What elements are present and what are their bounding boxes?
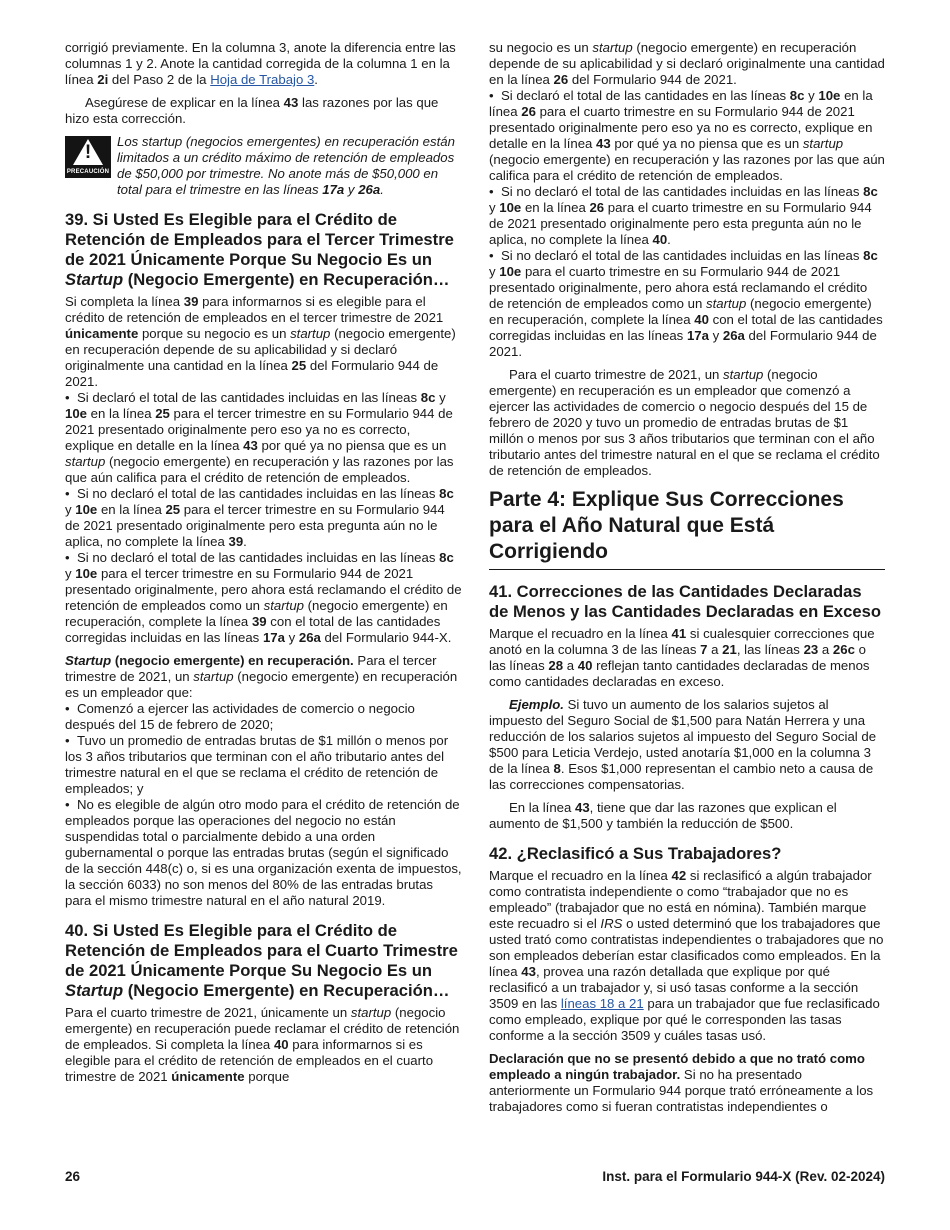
startup-bullet-2: • Tuvo un promedio de entradas brutas de $1 millón o menos por los 3 años tributarios que terminan con el año tributario antes del trimestre natural en el que se reclama el crédito de retención de empleados; y [65, 733, 449, 796]
worksheet-3-link[interactable]: Hoja de Trabajo 3 [210, 72, 315, 87]
left-column [65, 40, 463, 1092]
fourth-quarter-startup-paragraph: Para el cuarto trimestre de 2021, un startup (negocio emergente) en recuperación es un empleador que comenzó a ejercer las actividades de comercio o negocio después del 15 de febrero de 2020 y tuvo un promedio de entradas brutas de $1 millón o menos por sus 3 años tributarios que terminan con el año tributario antes del trimestre natural en el que se reclama el crédito de retención de empleados. [489, 367, 880, 478]
heading-line-39: 39. Si Usted Es Elegible para el Crédito de Retención de Empleados para el Tercer Trimestre de 2021 Únicamente Porque Su Negocio Es un Startup (Negocio Emergente) en Recuperación… [65, 210, 454, 289]
startup-definition: Startup (negocio emergente) en recuperación. Para el tercer trimestre de 2021, un startup (negocio emergente) en recuperación es un empleador que: [65, 653, 458, 700]
line-40-paragraph-continued: su negocio es un startup (negocio emergente) en recuperación depende de su aplicabilidad y si declaró originalmente una cantidad en la línea 26 del Formulario 944 de 2021. [489, 40, 885, 87]
line-40-bullet-3: • Si no declaró el total de las cantidades incluidas en las líneas 8c y 10e para el cuarto trimestre en su Formulario 944 de 2021 presentado originalmente, pero ahora está reclamando el crédito de retención de empleados como un startup (negocio emergente) en recuperación, complete la línea 40 con el total de las cantidades corregidas incluidas en las líneas 17a y 26a del Formulario 944 de 2021. [489, 248, 883, 359]
lines-18-21-link[interactable]: líneas 18 a 21 [560, 996, 644, 1011]
heading-line-42: 42. ¿Reclasificó a Sus Trabajadores? [489, 844, 782, 863]
intro-paragraph: corrigió previamente. En la columna 3, anote la diferencia entre las columnas 1 y 2. Anote la cantidad corregida de la columna 1 en la línea 2i del Paso 2 de la Hoja de Trabajo 3. [65, 40, 456, 87]
line-40-paragraph: Para el cuarto trimestre de 2021, únicamente un startup (negocio emergente) en recuperación puede reclamar el crédito de retención de empleados. Si completa la línea 40 para informarnos si es elegible para el crédito de retención de empleados en el cuarto trimestre de 2021 únicamente porque [65, 1005, 460, 1084]
heading-line-41: 41. Correcciones de las Cantidades Declaradas de Menos y las Cantidades Declaradas en Exceso [489, 582, 881, 621]
line-42-paragraph: Marque el recuadro en la línea 42 si reclasificó a algún trabajador como contratista independiente o como “trabajador que no es empleado” (trabajador que no está en nómina). También marque este recuadro si el IRS o usted determinó que los trabajadores que usted trató como contratistas independientes o trabajadores que no son empleados deberían estar clasificados como empleados. En la línea 43, provea una razón detallada que explique por qué reclasificó a un trabajador y, si usó tasas conforme a la sección 3509 en las líneas 18 a 21 para un trabajador que fue reclasificado como empleado, explique por qué le corresponden las tasas conforme a la sección 3509 y cuáles tasas usó. [489, 868, 884, 1043]
startup-bullet-1: • Comenzó a ejercer las actividades de comercio o negocio después del 15 de febrero de 2020; [65, 701, 415, 732]
no-return-filed-paragraph: Declaración que no se presentó debido a que no trató como empleado a ningún trabajador. Si no ha presentado anteriormente un Formulario 944 porque trató erróneamente a los trabajadores como si fueran contratistas independientes o [489, 1051, 874, 1114]
line-39-bullet-2: • Si no declaró el total de las cantidades incluidas en las líneas 8c y 10e en la línea 25 para el tercer trimestre en su Formulario 944 de 2021 presentado originalmente pero esta pregunta aún no le aplica, no complete la línea 39. [65, 486, 454, 549]
part-4-heading: Parte 4: Explique Sus Correcciones para el Año Natural que Está Corrigiendo [489, 487, 885, 570]
form-reference: Inst. para el Formulario 944-X (Rev. 02-2024) [602, 1169, 885, 1184]
page-number: 26 [65, 1169, 81, 1184]
startup-bullet-3: • No es elegible de algún otro modo para el crédito de retención de empleados porque las operaciones del negocio no están suspendidas total o parcialmente debido a una orden gubernamental o porque las entradas brutas (según el significado de la sección 448(c) o, si es una organización exenta de impuestos, la sección 6033) no son menos del 80% de las entradas brutas para el mismo trimestre natural en el año natural 2019. [65, 797, 462, 908]
line-40-bullet-2: • Si no declaró el total de las cantidades incluidas en las líneas 8c y 10e en la línea 26 para el cuarto trimestre en su Formulario 944 de 2021 presentado originalmente pero esta pregunta aún no le aplica, no complete la línea 40. [489, 184, 878, 247]
line-39-bullet-1: • Si declaró el total de las cantidades incluidas en las líneas 8c y 10e en la línea 25 para el tercer trimestre en su Formulario 944 de 2021 presentado originalmente pero eso ya no es correcto, explique en detalle en la línea 43 por qué ya no piensa que es un startup (negocio emergente) en recuperación y las razones por las que aún califica para el crédito de retención de empleados. [65, 390, 454, 485]
caution-note: ! PRECAUCIÓN Los startup (negocios emergentes) en recuperación están limitados a un crédito máximo de retención de empleados de $50,000 por trimestre. No anote más de $50,000 en total para el trimestre en las líneas 17a y 26a. [66, 134, 455, 197]
example-paragraph: Ejemplo. Si tuvo un aumento de los salarios sujetos al impuesto del Seguro Social de $1,500 para Natán Herrera y una reducción de los salarios sujetos al impuesto del Seguro Social de $500 para Leticia Verdejo, usted anotaría $1,000 en la columna 3 de la línea 8. Esos $1,000 representan el cambio neto a causa de las correcciones compensatorias. [489, 697, 877, 792]
line-40-bullet-1: • Si declaró el total de las cantidades en las líneas 8c y 10e en la línea 26 para el cuarto trimestre en su Formulario 944 de 2021 presentado originalmente pero eso ya no es correcto, explique en detalle en la línea 43 por qué ya no piensa que es un startup (negocio emergente) en recuperación y las razones por las que aún califica para el crédito de retención de empleados. [489, 88, 885, 183]
line-39-bullet-3: • Si no declaró el total de las cantidades incluidas en las líneas 8c y 10e para el tercer trimestre en su Formulario 944 de 2021 presentado originalmente, pero ahora está reclamando el crédito de retención de empleados como un startup (negocio emergente) en recuperación, complete la línea 39 con el total de las cantidades corregidas incluidas en las líneas 17a y 26a del Formulario 944-X. [65, 550, 462, 645]
line-39-paragraph: Si completa la línea 39 para informarnos si es elegible para el crédito de retención de empleados en el tercer trimestre de 2021 únicamente porque su negocio es un startup (negocio emergente) en recuperación depende de su aplicabilidad y si declaró originalmente una cantidad en la línea 25 del Formulario 944 de 2021. [65, 294, 456, 389]
right-column [489, 40, 885, 1122]
heading-line-40: 40. Si Usted Es Elegible para el Crédito de Retención de Empleados para el Cuarto Trimestre de 2021 Únicamente Porque Su Negocio Es un Startup (Negocio Emergente) en Recuperación… [65, 921, 458, 1000]
line-43-paragraph: En la línea 43, tiene que dar las razones que explican el aumento de $1,500 y también la reducción de $500. [489, 800, 837, 831]
explain-paragraph: Asegúrese de explicar en la línea 43 las razones por las que hizo esta corrección. [65, 95, 439, 126]
caution-warning-icon: ! PRECAUCIÓN [65, 136, 111, 178]
line-41-paragraph: Marque el recuadro en la línea 41 si cualesquier correcciones que anotó en la columna 3 de las líneas 7 a 21, las líneas 23 a 26c o las líneas 28 a 40 reflejan tanto cantidades declaradas de menos como cantidades declaradas en exceso. [489, 626, 875, 689]
